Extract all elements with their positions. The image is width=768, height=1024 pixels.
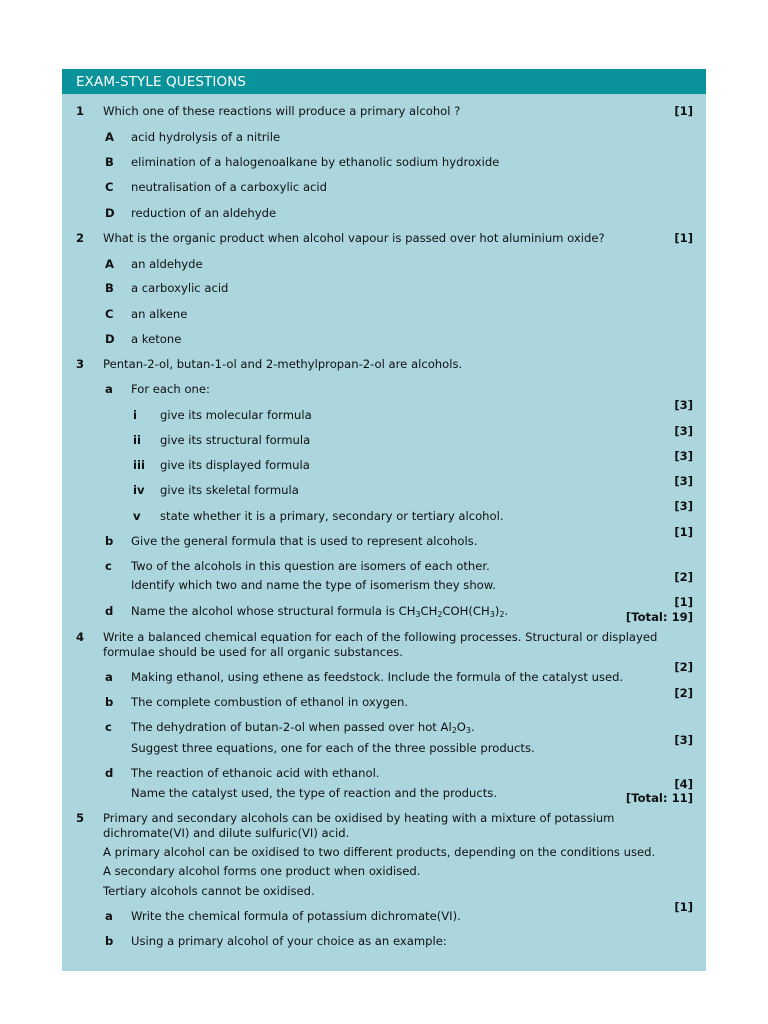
option-text: acid hydrolysis of a nitrile — [131, 130, 281, 144]
part-text: Name the alcohol whose structural formula is $CH_3CH_2COH(CH_3)_2$. — [131, 604, 509, 619]
question-text-line-3: A primary alcohol can be oxidised to two different products, depending on the conditions used. — [103, 845, 656, 859]
marks: [3] — [674, 424, 693, 438]
option-text: neutralisation of a carboxylic acid — [131, 180, 328, 194]
part-letter: b — [105, 534, 114, 548]
marks: [1] — [674, 595, 693, 609]
question-text-line-2: formulae should be used for all organic substances. — [103, 645, 403, 659]
part-text: The dehydration of butan-2-ol when passed over hot $Al_2O_3$. — [131, 720, 475, 735]
section-header — [62, 69, 706, 94]
marks: [4] — [674, 777, 693, 791]
marks: [1] — [674, 900, 693, 914]
part-letter: d — [105, 766, 114, 780]
total-marks: [Total: 19] — [625, 610, 693, 624]
part-letter: a — [105, 670, 113, 684]
marks: [1] — [674, 231, 693, 245]
subpart-text: give its skeletal formula — [160, 483, 299, 497]
option-letter: B — [105, 281, 114, 295]
option-letter: D — [105, 332, 115, 346]
marks: [3] — [674, 499, 693, 513]
part-text-line-2: Suggest three equations, one for each of the three possible products. — [131, 741, 535, 755]
section-title: EXAM-STYLE QUESTIONS — [76, 74, 247, 90]
part-letter: d — [105, 604, 114, 618]
question-text: Write a balanced chemical equation for each of the following processes. Structural or displayed — [103, 630, 658, 644]
part-text: Give the general formula that is used to represent alcohols. — [131, 534, 478, 548]
part-letter: a — [105, 382, 113, 396]
part-text-line-2: Identify which two and name the type of isomerism they show. — [131, 578, 496, 592]
marks: [2] — [674, 686, 693, 700]
question-text: Primary and secondary alcohols can be oxidised by heating with a mixture of potassium — [103, 811, 615, 825]
option-text: elimination of a halogenoalkane by ethanolic sodium hydroxide — [131, 155, 500, 169]
option-letter: B — [105, 155, 114, 169]
subpart-text: give its molecular formula — [160, 408, 312, 422]
marks: [2] — [674, 570, 693, 584]
marks: [3] — [674, 398, 693, 412]
subpart-text: give its displayed formula — [160, 458, 310, 472]
option-text: a ketone — [131, 332, 182, 346]
option-letter: A — [105, 257, 114, 271]
subpart-numeral: iii — [133, 458, 145, 472]
option-letter: D — [105, 206, 115, 220]
marks: [1] — [674, 104, 693, 118]
subpart-numeral: i — [133, 408, 137, 422]
option-text: a carboxylic acid — [131, 281, 229, 295]
question-text: Which one of these reactions will produce a primary alcohol ? — [103, 104, 461, 118]
subpart-numeral: v — [133, 509, 141, 523]
question-number: 1 — [76, 104, 85, 118]
part-letter: c — [105, 559, 112, 573]
part-letter: c — [105, 720, 112, 734]
part-text: Two of the alcohols in this question are isomers of each other. — [131, 559, 490, 573]
question-text-line-5: Tertiary alcohols cannot be oxidised. — [103, 884, 315, 898]
marks: [2] — [674, 660, 693, 674]
question-number: 2 — [76, 231, 85, 245]
part-letter: b — [105, 695, 114, 709]
option-letter: A — [105, 130, 114, 144]
question-number: 3 — [76, 357, 85, 371]
marks: [3] — [674, 733, 693, 747]
part-text: The reaction of ethanoic acid with ethanol. — [131, 766, 380, 780]
question-number: 4 — [76, 630, 85, 644]
option-text: an aldehyde — [131, 257, 203, 271]
question-text-line-2: dichromate(VI) and dilute sulfuric(VI) acid. — [103, 826, 350, 840]
part-text: The complete combustion of ethanol in oxygen. — [131, 695, 409, 709]
question-text-line-4: A secondary alcohol forms one product when oxidised. — [103, 864, 421, 878]
option-text: an alkene — [131, 307, 188, 321]
question-text: Pentan-2-ol, butan-1-ol and 2-methylpropan-2-ol are alcohols. — [103, 357, 463, 371]
marks: [3] — [674, 449, 693, 463]
marks: [3] — [674, 474, 693, 488]
subpart-numeral: ii — [133, 433, 141, 447]
option-letter: C — [105, 307, 114, 321]
part-text: For each one: — [131, 382, 210, 396]
part-text: Write the chemical formula of potassium dichromate(VI). — [131, 909, 461, 923]
subpart-text: give its structural formula — [160, 433, 311, 447]
question-number: 5 — [76, 811, 85, 825]
option-letter: C — [105, 180, 114, 194]
part-letter: a — [105, 909, 113, 923]
marks: [1] — [674, 525, 693, 539]
option-text: reduction of an aldehyde — [131, 206, 277, 220]
question-text: What is the organic product when alcohol vapour is passed over hot aluminium oxide? — [103, 231, 605, 245]
part-text-line-2: Name the catalyst used, the type of reaction and the products. — [131, 786, 498, 800]
subpart-numeral: iv — [133, 483, 145, 497]
part-letter: b — [105, 934, 114, 948]
part-text: Making ethanol, using ethene as feedstock. Include the formula of the catalyst used. — [131, 670, 624, 684]
part-text: Using a primary alcohol of your choice as an example: — [131, 934, 447, 948]
subpart-text: state whether it is a primary, secondary or tertiary alcohol. — [160, 509, 504, 523]
total-marks: [Total: 11] — [625, 791, 693, 805]
